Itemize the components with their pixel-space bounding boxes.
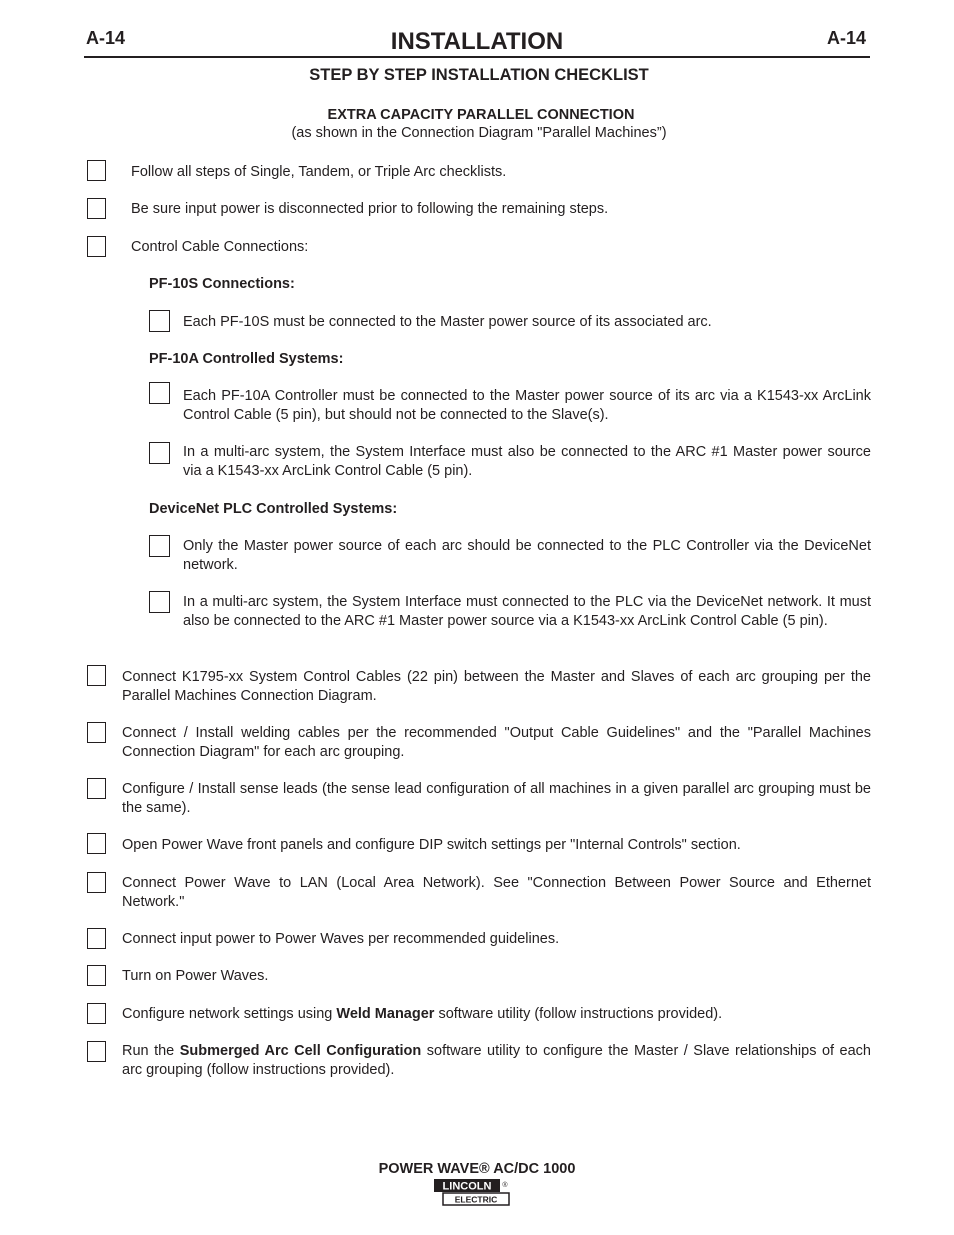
item-welding-cables: Connect / Install welding cables per the recommended "Output Cable Guidelines" and the "Parallel Machines Connection Diagram" for each arc grouping. — [122, 725, 871, 760]
page-title: INSTALLATION — [390, 28, 564, 55]
logo-registered: ® — [502, 1182, 508, 1189]
item-control-cable: Control Cable Connections: — [131, 239, 309, 255]
item-lan: Connect Power Wave to LAN (Local Area Network). See "Connection Between Power Source and Ethernet Network." — [122, 875, 871, 910]
item-input-power: Connect input power to Power Waves per recommended guidelines. — [122, 931, 560, 947]
weld-manager-label: Weld Manager — [336, 1006, 435, 1022]
logo-bottom-text: ELECTRIC — [454, 1194, 498, 1205]
item-network-settings-pre: Configure network settings using — [122, 1006, 337, 1022]
checklist-title: STEP BY STEP INSTALLATION CHECKLIST — [309, 66, 649, 84]
checkbox-power-disconnected[interactable] — [87, 198, 106, 219]
checkbox-devicenet-multiarc[interactable] — [149, 591, 170, 613]
product-name: POWER WAVE® AC/DC 1000 — [378, 1161, 576, 1177]
pf10a-heading: PF-10A Controlled Systems: — [149, 351, 344, 367]
checkbox-follow-steps[interactable] — [87, 160, 106, 181]
section-heading: EXTRA CAPACITY PARALLEL CONNECTION — [327, 107, 635, 123]
item-power-disconnected: Be sure input power is disconnected prior to following the remaining steps. — [131, 201, 609, 217]
page-number-right: A-14 — [827, 28, 867, 48]
checkbox-input-power[interactable] — [87, 928, 106, 949]
devicenet-heading: DeviceNet PLC Controlled Systems: — [149, 501, 398, 517]
item-pf10a-multiarc: In a multi-arc system, the System Interface must also be connected to the ARC #1 Master power source via a K1543-xx ArcLink Control Cable (5 pin). — [183, 444, 871, 479]
item-devicenet-multiarc: In a multi-arc system, the System Interface must connected to the PLC via the DeviceNet network. It must also be connected to the ARC #1 Master power source via a K1543-xx ArcLink Control Cable (5 pin). — [183, 594, 871, 629]
item-pf10a-controller: Each PF-10A Controller must be connected to the Master power source of its arc via a K1543-xx ArcLink Control Cable (5 pin), but should not be connected to the Slave(s). — [183, 388, 871, 423]
item-network-settings — [122, 1005, 871, 1024]
checkbox-pf10s-master[interactable] — [149, 310, 170, 332]
cell-configuration-label: Submerged Arc Cell Configuration — [179, 1043, 422, 1059]
header-rule — [84, 56, 870, 58]
item-system-control-cables: Connect K1795-xx System Control Cables (22 pin) between the Master and Slaves of each arc grouping per the Parallel Machines Connection Diagram. — [122, 669, 871, 704]
checkbox-control-cable[interactable] — [87, 236, 106, 257]
item-network-settings-post: software utility (follow instructions provided). — [434, 1006, 723, 1022]
item-dip-switch: Open Power Wave front panels and configure DIP switch settings per "Internal Controls" section. — [122, 837, 741, 853]
checkbox-pf10a-controller[interactable] — [149, 382, 170, 404]
checkbox-sense-leads[interactable] — [87, 778, 106, 799]
item-devicenet-master: Only the Master power source of each arc should be connected to the PLC Controller via the DeviceNet network. — [183, 538, 871, 573]
item-cell-configuration-post: software utility to configure the Master / Slave relationships of each arc grouping (follow instructions provided). — [122, 1043, 871, 1078]
section-subheading: (as shown in the Connection Diagram "Parallel Machines”) — [291, 125, 667, 141]
checkbox-turn-on[interactable] — [87, 965, 106, 986]
item-sense-leads: Configure / Install sense leads (the sense lead configuration of all machines in a given parallel arc grouping must be the same). — [122, 781, 871, 816]
checkbox-network-settings[interactable] — [87, 1003, 106, 1024]
pf10s-heading: PF-10S Connections: — [149, 276, 295, 292]
item-pf10s-master: Each PF-10S must be connected to the Master power source of its associated arc. — [183, 314, 712, 330]
checkbox-welding-cables[interactable] — [87, 722, 106, 743]
item-cell-configuration-pre: Run the — [122, 1043, 180, 1059]
checkbox-devicenet-master[interactable] — [149, 535, 170, 557]
checkbox-pf10a-multiarc[interactable] — [149, 442, 170, 464]
checkbox-system-control-cables[interactable] — [87, 665, 106, 686]
item-turn-on: Turn on Power Waves. — [122, 968, 269, 984]
checkbox-lan[interactable] — [87, 872, 106, 893]
logo-top-text: LINCOLN — [442, 1180, 492, 1193]
checkbox-dip-switch[interactable] — [87, 833, 106, 854]
item-follow-steps: Follow all steps of Single, Tandem, or Triple Arc checklists. — [131, 164, 507, 180]
lincoln-electric-logo — [433, 1178, 511, 1208]
page-number-left: A-14 — [86, 28, 126, 48]
checkbox-cell-configuration[interactable] — [87, 1041, 106, 1062]
item-cell-configuration — [122, 1042, 871, 1080]
